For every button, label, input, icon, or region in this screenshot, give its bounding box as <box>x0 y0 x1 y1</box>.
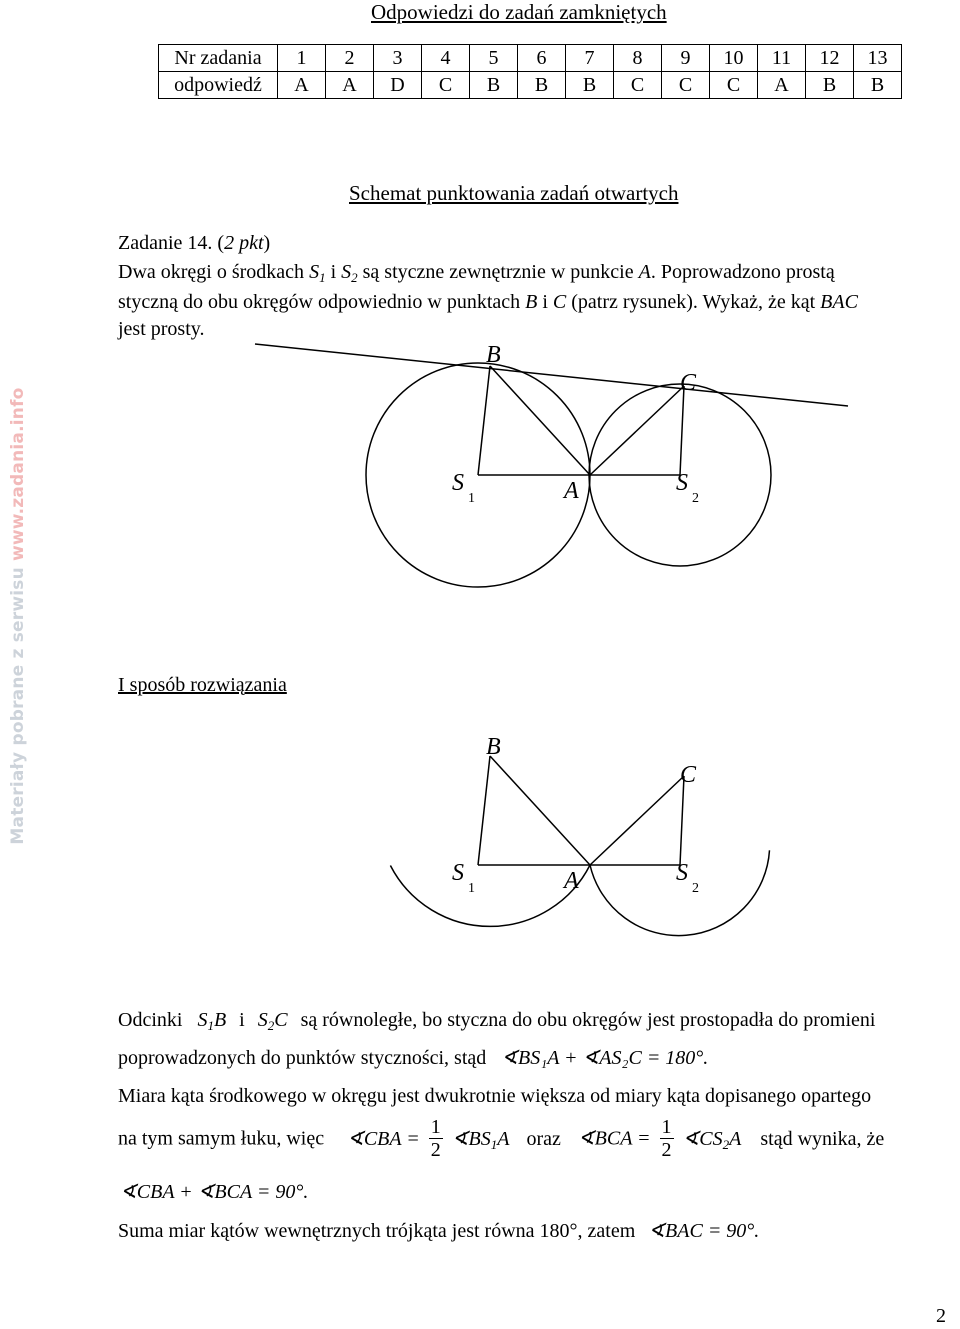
solution-line-4: na tym samym łuku, więc ∢CBA = $\frac{1}{2}$ $∢BS_1A$ oraz ∢BCA = $\frac{1}{2}$ $∢CS_2A$ stąd wynika, że <box>118 1116 885 1161</box>
solution-text: i <box>239 1009 245 1031</box>
task-text: Poprowadzono prostą <box>660 261 835 283</box>
table-cell: 9 <box>662 45 710 72</box>
task-text: i <box>330 261 337 283</box>
table-cell: B <box>518 72 566 99</box>
figure-2 <box>0 700 960 1000</box>
table-cell: 13 <box>854 45 902 72</box>
task-line-3: jest prosty. <box>118 318 205 340</box>
label-c: C <box>680 762 697 788</box>
solution-line-6 <box>118 1221 759 1241</box>
fraction-num: 1 <box>661 1116 672 1138</box>
math-angle-sum: ∢BS₁A + ∢AS₂C = 180°. <box>501 1047 709 1069</box>
solution-line-1: Odcinki $S_1B$ i $S_2C$ są równoległe, bo styczna do obu okręgów jest prostopadła do promieni <box>118 1009 876 1033</box>
label-s2: S <box>676 860 688 886</box>
open-scheme-title: Schemat punktowania zadań otwartych <box>349 181 679 205</box>
fraction-den: 2 <box>661 1139 672 1161</box>
task-text: Dwa okręgi o środkach <box>118 261 305 283</box>
solution-line-2 <box>118 1048 708 1068</box>
label-s2-sub: 2 <box>692 881 699 896</box>
fraction-half <box>429 1116 443 1161</box>
table-cell: C <box>614 72 662 99</box>
label-s1-sub: 1 <box>468 491 475 506</box>
label-s2-sub: 2 <box>692 491 699 506</box>
b-symbol: B <box>525 291 538 313</box>
table-cell: B <box>806 72 854 99</box>
bac-symbol: BAC <box>820 291 858 313</box>
sub-1: 1 <box>319 270 326 285</box>
task-text: są styczne zewnętrznie w punkcie <box>362 261 634 283</box>
solution-line-3: Miara kąta środkowego w okręgu jest dwukrotnie większa od miary kąta dopisanego opartego <box>118 1085 872 1107</box>
table-cell: B <box>470 72 518 99</box>
task-text: styczną do obu okręgów odpowiednio w punktach <box>118 291 521 313</box>
table-cell: 11 <box>758 45 806 72</box>
math-bac-90: ∢BAC = 90°. <box>648 1220 760 1242</box>
segment-s2-c <box>680 776 684 865</box>
tangent-line <box>255 344 848 406</box>
label-s1: S <box>452 860 464 886</box>
task-line-1: Dwa okręgi o środkach $S_1$ i $S_2$ są styczne zewnętrznie w punkcie A. Poprowadzono prostą <box>118 261 835 285</box>
solution-text: Suma miar kątów wewnętrznych trójkąta jest równa 180°, zatem <box>118 1220 636 1242</box>
sub-2: 2 <box>351 270 358 285</box>
label-a: A <box>564 478 579 504</box>
table-cell: 8 <box>614 45 662 72</box>
table-cell: D <box>374 72 422 99</box>
solution-text: poprowadzonych do punktów styczności, stąd <box>118 1047 487 1069</box>
table-cell: 7 <box>566 45 614 72</box>
solution-text: są równoległe, bo styczna do obu okręgów jest prostopadła do promieni <box>300 1009 876 1031</box>
arc-s1 <box>390 865 590 926</box>
fraction-half <box>660 1116 674 1161</box>
table-cell: C <box>662 72 710 99</box>
table-cell: A <box>326 72 374 99</box>
task-text: (patrz rysunek). Wykaż, że kąt <box>571 291 816 313</box>
watermark-prefix: Materiały pobrane z serwisu <box>8 561 28 845</box>
c-symbol: C <box>552 291 567 313</box>
segment-a-c <box>590 776 684 865</box>
label-s2: S <box>676 470 688 496</box>
method-1-title: I sposób rozwiązania <box>118 674 287 696</box>
table-cell: B <box>854 72 902 99</box>
table-cell: 5 <box>470 45 518 72</box>
solution-text: oraz <box>526 1127 561 1150</box>
table-cell: B <box>566 72 614 99</box>
table-cell: 2 <box>326 45 374 72</box>
page-number: 2 <box>936 1305 946 1327</box>
segment-s1-b <box>478 756 490 865</box>
table-cell: C <box>422 72 470 99</box>
math-angle-90: ∢CBA + ∢BCA = 90°. <box>120 1181 309 1203</box>
task-text: i <box>542 291 548 313</box>
solution-text: na tym samym łuku, więc <box>118 1127 325 1150</box>
label-c: C <box>680 370 697 396</box>
row-label-number: Nr zadania <box>159 45 278 72</box>
label-a: A <box>564 868 579 894</box>
solution-text: Odcinki <box>118 1009 183 1031</box>
s-letter: S <box>309 261 320 283</box>
fraction-den: 2 <box>430 1139 441 1161</box>
table-cell: A <box>758 72 806 99</box>
solution-text: stąd wynika, że <box>760 1127 885 1150</box>
task-heading-close: ) <box>263 232 271 254</box>
segment-s2-c <box>680 386 684 475</box>
watermark-url: www.zadania.info <box>8 387 28 561</box>
segment-a-c <box>590 386 684 475</box>
table-cell: 12 <box>806 45 854 72</box>
table-cell: 6 <box>518 45 566 72</box>
table-cell: 1 <box>278 45 326 72</box>
table-cell: 10 <box>710 45 758 72</box>
row-label-answer: odpowiedź <box>159 72 278 99</box>
table-cell: 3 <box>374 45 422 72</box>
segment-s1-b <box>478 366 490 475</box>
task-points: 2 pkt <box>224 232 264 254</box>
a-symbol: A <box>638 261 651 283</box>
s-letter: S <box>341 261 352 283</box>
closed-answers-title: Odpowiedzi do zadań zamkniętych <box>371 0 667 24</box>
label-s1-sub: 1 <box>468 881 475 896</box>
label-b: B <box>486 734 501 760</box>
table-cell: 4 <box>422 45 470 72</box>
table-cell: C <box>710 72 758 99</box>
segment-b-a <box>490 756 590 865</box>
solution-line-5 <box>120 1182 308 1202</box>
label-s1: S <box>452 470 464 496</box>
table-cell: A <box>278 72 326 99</box>
task-heading-text: Zadanie 14. ( <box>118 232 225 254</box>
fraction-num: 1 <box>430 1116 441 1138</box>
label-b: B <box>486 342 501 368</box>
